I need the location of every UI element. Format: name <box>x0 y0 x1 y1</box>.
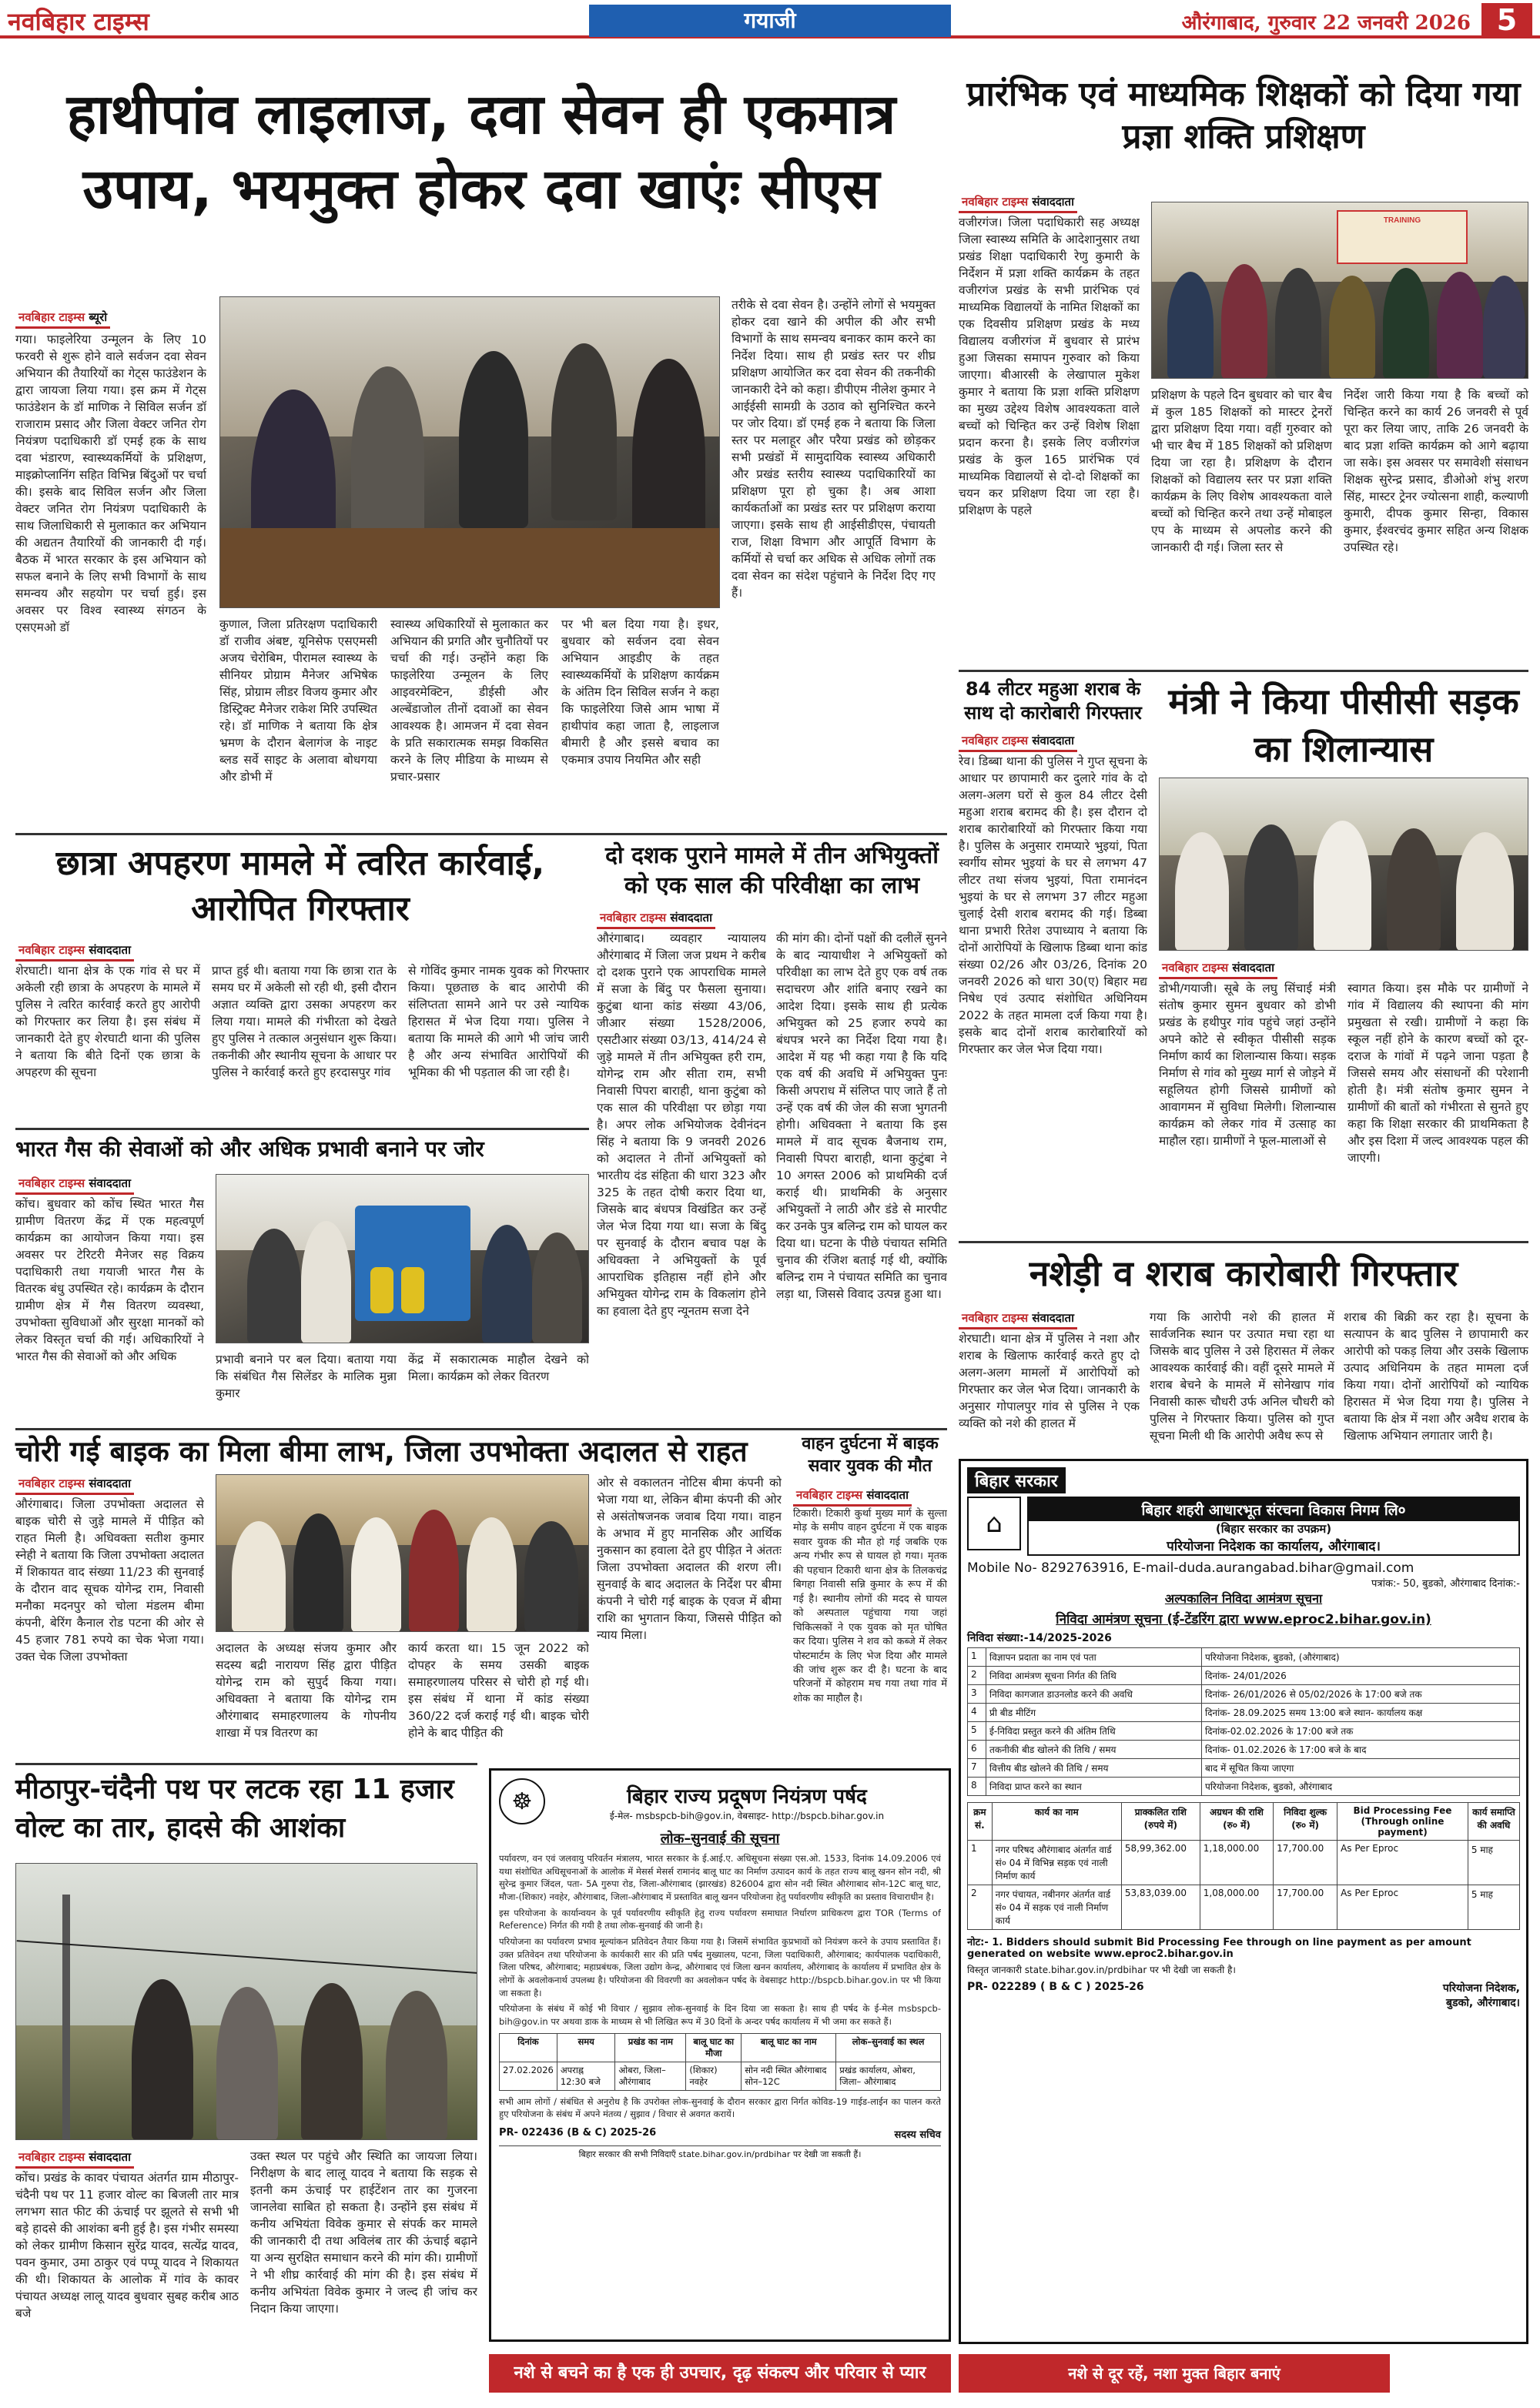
tender-schedule-cell: 2 <box>968 1667 986 1685</box>
drugs-col-1: शेरघाटी। थाना क्षेत्र में पुलिस ने नशा और शराब के खिलाफ कार्रवाई करते हुए दो अलग-अलग मामलों में आरोपियों को गिरफ्तार कर जेल भेज दिया। जानकारी के अनुसार गोपालपुर गांव से पुलिस ने एक व्यक्ति को नशे की हालत में <box>959 1332 1140 1430</box>
bspcb-signature: सदस्य सचिव <box>894 2129 941 2142</box>
tender-eproc: निविदा आमंत्रण सूचना (ई-टेंडरिंग द्वारा www.eproc2.bihar.gov.in) <box>1056 1612 1431 1627</box>
tender-schedule-cell: ई-निविदा प्रस्तुत करने की अंतिम तिथि <box>986 1722 1202 1741</box>
prajna-photo: TRAINING <box>1151 202 1528 379</box>
tender-short-notice: अल्पकालिन निविदा आमंत्रण सूचना <box>1164 1591 1323 1606</box>
bspcb-footer-note: बिहार सरकार की सभी निविदाएँ state.bihar.gov.in/prdbihar पर देखी जा सकती हैं। <box>499 2145 941 2160</box>
lead-col-1: गया। फाइलेरिया उन्मूलन के लिए 10 फरवरी से शुरू होने वाले सर्वजन दवा सेवन अभियान की तैयारियों का गेट्स फाउंडेशन के द्वारा जायजा लिया गया। इस क्रम में गेट्स फाउंडेशन के डॉ माणिक ने सिविल सर्जन डॉ राजाराम प्रसाद और जिला वेक्टर जनित रोग नियंत्रण पदाधिकारी डॉ एमई हक के साथ दवा भंडारण, स्वास्थ्यकर्मियों के प्रशिक्षण, माइक्रोप्लानिंग सहित विभिन्न बिंदुओं पर चर्चा की। इसके बाद सिविल सर्जन और जिला वेक्टर जनित रोग नियंत्रण पदाधिकारी के साथ जिलाधिकारी से मुलाकात कर अभियान की अद्यतन तैयारियों की जानकारी दी गई। बैठक में भारत सरकार के इस अभियान को सफल बनाने के लिए सभी विभागों के साथ समन्वय और सहयोग पर चर्चा हुई। इस अवसर पर विश्व स्वास्थ्य संगठन के एसएमओ डॉ <box>15 333 206 634</box>
lead-byline: नवबिहार टाइम्स ब्यूरो <box>15 308 192 332</box>
drugs-col-3: शराब की बिक्री कर रहा है। सूचना के सत्यापन के बाद पुलिस ने छापामारी कर आरोपी को पकड़ लिया और उसके खिलाफ उत्पाद अधिनियम के तहत मामला दर्ज किया गया। दोनों आरोपियों को न्यायिक हिरासत में भेज दिया गया है। पुलिस ने बताया कि क्षेत्र में नशा और अवैध शराब के खिलाफ अभियान लगातार जारी है। <box>1344 1310 1528 1443</box>
tender-works-cell: 1 <box>968 1841 993 1885</box>
tender-schedule-cell: परियोजना निदेशक, बुडको, (औरंगाबाद) <box>1202 1648 1520 1667</box>
tender-works-header: Bid Processing Fee (Through online payment) <box>1337 1803 1468 1841</box>
tender-works-header: निविदा शुल्क (रु० में) <box>1274 1803 1337 1841</box>
tender-works-cell: 17,700.00 <box>1274 1841 1337 1885</box>
wire-col-2: उक्त स्थल पर पहुंचे और स्थिति का जायजा लिया। निरीक्षण के बाद लालू यादव ने बताया कि सड़क से इतनी कम ऊंचाई पर हाईटेंशन तार का गुजरना जानलेवा साबित हो सकता है। उन्होंने इस संबंध में कनीय अभियंता विवेक कुमार से संपर्क कर मामले की जानकारी दी तथा अविलंब तार की ऊंचाई बढ़ाने या अन्य सुरक्षित समाधान करने की मांग की। ग्रामीणों ने भी शीघ्र कार्रवाई की मांग की है। इस संबंध में कनीय अभियंता विवेक कुमार ने जल्द ही जांच कर निदान किया जाएगा। <box>250 2149 477 2316</box>
tender-schedule-cell: दिनांक-02.02.2026 के 17:00 बजे तक <box>1202 1722 1520 1741</box>
tender-works-cell: As Per Eproc <box>1337 1885 1468 1930</box>
acquit-byline: नवबिहार टाइम्स संवाददाता <box>597 908 715 932</box>
student-headline: छात्रा अपहरण मामले में त्वरित कार्रवाई, आरोपित गिरफ्तार <box>55 844 545 929</box>
acquit-headline: दो दशक पुराने मामले में तीन अभियुक्तों को एक साल की परिवीक्षा का लाभ <box>604 842 939 899</box>
divider <box>15 833 947 835</box>
tender-signature: परियोजना निदेशक, <box>1442 1982 1520 1995</box>
gas-photo <box>216 1174 589 1343</box>
liquor-headline: 84 लीटर महुआ शराब के साथ दो कारोबारी गिरफ्तार <box>964 678 1142 724</box>
footer-slogan-right: नशे से दूर रहें, नशा मुक्त बिहार बनाएं <box>959 2354 1390 2393</box>
tender-gov: बिहार सरकार <box>967 1467 1066 1493</box>
liquor-col-1: रेव। डिब्बा थाना की पुलिस ने गुप्त सूचना के आधार पर छापामारी कर दुलारे गांव के दो अलग-अलग घरों से कुल 84 लीटर देसी महुआ शराब बरामद की है। इस दौरान दो शराब कारोबारियों को गिरफ्तार किया गया है। पुलिस के अनुसार रामप्यारे भुइयां, पिता स्वर्गीय सोमर भुइयां के घर से लगभग 47 लीटर तथा संजय भुइयां, पिता रामानंदन भुइयां के घर से लगभग 37 लीटर महुआ चुलाई देसी शराब बरामद की गई। डिब्बा थाना प्रभारी रितेश उपाध्याय ने बताया कि दोनों आरोपियों के खिलाफ डिब्बा थाना कांड संख्या 02/26 और 03/26, दिनांक 20 जनवरी 2026 को धारा 30(ए) बिहार मद्य निषेध एवं उत्पाद संशोधित अधिनियम 2022 के तहत मामला दर्ज किया गया है। इसके बाद दोनों शराब कारोबारियों को गिरफ्तार कर जेल भेज दिया गया। <box>959 754 1147 1056</box>
wire-photo <box>15 1863 477 2140</box>
tender-schedule-row <box>968 1685 1520 1704</box>
minister-photo <box>1159 778 1528 951</box>
gas-col-2: प्रभावी बनाने पर बल दिया। बताया गया कि संबंधित गैस सिलेंडर के मालिक मुन्ना कुमार <box>216 1353 397 1400</box>
tender-schedule-cell: दिनांक- 01.02.2026 के 17:00 बजे के बाद <box>1202 1741 1520 1759</box>
acquit-col-1: औरंगाबाद। व्यवहार न्यायालय औरंगाबाद में जिला जज प्रथम ने करीब दो दशक पुराने एक आपराधिक मामले में सजा के बिंदु पर फैसला सुनाया। कुटुंबा थाना कांड संख्या 43/06, जीआर संख्या 1528/2006, एसटीआर संख्या 03/13, 414/24 से जुड़े मामले में तीन अभियुक्त हरी राम, योगेन्द्र राम और सीता राम, सभी निवासी पिपरा बाराही, थाना कुटुंबा को एक साल की परिवीक्षा पर छोड़ा गया है। अपर लोक अभियोजक देवीनंदन सिंह ने बताया कि 9 जनवरी 2026 को अदालत ने तीनों अभियुक्तों को भारतीय दंड संहिता की धारा 323 और 325 के तहत दोषी करार दिया था, जिसके बाद बंधपत्र विखंडित कर उन्हें जेल भेज दिया गया था। सजा के बिंदु पर सुनवाई के दौरान बचाव पक्ष के अधिवक्ता ने अभियुक्तों के पूर्व आपराधिक इतिहास नहीं होने और अभियुक्त योगेन्द्र राम के विकलांग होने का हवाला देते हुए न्यूनतम सजा देने <box>597 931 766 1318</box>
bike-byline: नवबिहार टाइम्स संवाददाता <box>15 1474 134 1498</box>
minister-col-1: डोभी/गयाजी। सूबे के लघु सिंचाई मंत्री संतोष कुमार सुमन बुधवार को डोभी प्रखंड के हथीपुर गांव पहुंचे जहां उन्होंने अपने कोटे से स्वीकृत पीसीसी सड़क निर्माण कार्य का शिलान्यास किया। सड़क निर्माण से गांव को मुख्य मार्ग से जोड़ने में सहूलियत होगी जिससे ग्रामीणों को आवागमन में सुविधा मिलेगी। शिलान्यास कार्यक्रम को लेकर गांव में उत्साह का माहौल रहा। ग्रामीणों ने फूल-मालाओं से <box>1159 982 1336 1148</box>
bspcb-subtitle: लोक–सुनवाई की सूचना <box>660 1831 780 1847</box>
gas-byline: नवबिहार टाइम्स संवाददाता <box>15 1174 134 1198</box>
bspcb-email: ई-मेल- msbspcb-bih@gov.in, वेबसाइट- http://bspcb.bihar.gov.in <box>609 1810 885 1821</box>
bike-col-3: कार्य करता था। 15 जून 2022 को दोपहर के समय उसकी बाइक समाहरणालय परिसर से चोरी हो गई थी। इस संबंध में थाना में कांड संख्या 360/22 दर्ज कराई गई थी। बाइक चोरी होने के बाद पीड़ित की <box>408 1641 589 1740</box>
tender-schedule-cell: 3 <box>968 1685 986 1704</box>
tender-works-cell: 17,700.00 <box>1274 1885 1337 1930</box>
bspcb-para1: पर्यावरण, वन एवं जलवायु परिवर्तन मंत्रालय, भारत सरकार के ई.आई.ए. अधिसूचना संख्या एस.ओ. 1533, दिनांक 14.09.2006 एवं यथा संशोधित अधिसूचनाओं के आलोक में मेसर्स मेसर्स रामानंद बालू घाट का निर्माण उत्पादन कार्य के तहत राज्य बालू खनन सोन नदी, श्री सुरेन्द्र कुमार जिंदल, पता- 5A गुरुपा रोड, जिला-औरंगाबाद (झारखंड) 826004 द्वारा सोन नदी स्थित औरंगाबाद सोन-12C बालू घाट, मौजा-(शिकार) नवहेर, औरंगाबाद, जिला-औरंगाबाद में प्रस्तावित बालू खनन परियोजना हेतु पर्यावरणीय स्वीकृति का प्रस्ताव विचाराधीन है। <box>499 1853 941 1903</box>
tender-contact: Mobile No- 8292763916, E-mail-duda.aurangabad.bihar@gmail.com <box>967 1560 1414 1576</box>
tender-schedule-cell: निविदा प्राप्त करने का स्थान <box>986 1778 1202 1796</box>
section-label: गयाजी <box>589 5 951 37</box>
tender-works-cell: 58,99,362.00 <box>1121 1841 1200 1885</box>
lead-col-2: कुणाल, जिला प्रतिरक्षण पदाधिकारी डॉ राजीव अंबष्ट, यूनिसेफ एसएमसी अजय चेरोबिम, पीरामल स्वास्थ्य के सीनियर प्रोग्राम मैनेजर अभिषेक सिंह, प्रोग्राम लीडर विजय कुमार और डिस्ट्रिक्ट मैनेजर राकेश मिरि उपस्थित रहे। डॉ माणिक ने बताया कि क्षेत्र भ्रमण के दौरान बेलागंज के नाइट ब्लड सर्वे साइट के अलावा बोधगया और डोभी में <box>219 617 377 784</box>
tender-note: नोट:- 1. Bidders should submit Bid Processing Fee through on line payment as per amount generated on website www.eproc2.bihar.gov.in <box>967 1937 1471 1960</box>
liquor-byline: नवबिहार टाइम्स संवाददाता <box>959 731 1077 755</box>
page-number: 5 <box>1481 3 1532 37</box>
prajna-col-3: निर्देश जारी किया गया है कि बच्चों को चिन्हित करने का कार्य 26 जनवरी से पूर्व पूरा कर लिया जाए, ताकि 26 जनवरी के बाद प्रज्ञा शक्ति कार्यक्रम को आगे बढ़ाया जा सके। इस अवसर पर समावेशी संसाधन शिक्षक सुरेन्द्र प्रसाद, डीओओ शंभु शरण सिंह, मास्टर ट्रेनर ज्योत्सना शाही, कल्याणी कुमारी, दीपक कुमार सिन्हा, विकास कुमार, ईश्वरचंद कुमार सहित अन्य शिक्षक उपस्थित रहे। <box>1344 388 1528 554</box>
tender-schedule-cell: 7 <box>968 1759 986 1778</box>
accident-headline: वाहन दुर्घटना में बाइक सवार युवक की मौत <box>802 1434 939 1476</box>
footer-slogan-left: नशे से बचने का है एक ही उपचार, दृढ़ संकल्प और परिवार से प्यार <box>489 2354 951 2393</box>
student-byline: नवबिहार टाइम्स संवाददाता <box>15 941 134 965</box>
tender-org: बिहार शहरी आधारभूत संरचना विकास निगम लि० <box>1029 1498 1518 1521</box>
bike-photo <box>216 1474 589 1632</box>
tender-notice-no: निविदा संख्या:-14/2025-2026 <box>967 1632 1112 1644</box>
minister-byline: नवबिहार टाइम्स संवाददाता <box>1159 958 1277 982</box>
drugs-byline: नवबिहार टाइम्स संवाददाता <box>959 1309 1077 1333</box>
accident-byline: नवबिहार टाइम्स संवाददाता <box>793 1486 912 1510</box>
divider <box>959 1241 1528 1243</box>
tender-schedule-cell: तकनीकी बीड खोलने की तिथि / समय <box>986 1741 1202 1759</box>
tender-schedule-row <box>968 1778 1520 1796</box>
tender-letter: पत्रांक:- 50, बुडको, औरंगाबाद दिनांक:- <box>1371 1578 1520 1590</box>
lead-col-4: पर भी बल दिया गया है। इधर, बुधवार को सर्वजन दवा सेवन अभियान आइडीए के तहत स्वास्थ्यकर्मियों के प्रशिक्षण कार्यक्रम के अंतिम दिन सिविल सर्जन ने कहा कि फाइलेरिया जिसे आम भाषा में हाथीपांव कहा जाता है, लाइलाज बीमारी है और इससे बचाव का एकमात्र उपाय नियमित और सही <box>561 617 719 767</box>
tender-works-header: प्राक्कलित राशि (रुपये में) <box>1121 1803 1200 1841</box>
bspcb-para4: परियोजना के संबंध में कोई भी विचार / सुझाव लोक-सुनवाई के दिन दिया जा सकता है। साथ ही पर्षद के ई-मेल msbspcb-bih@gov.in पर अथवा डाक के माध्यम से भी लिखित रूप में 30 दिनों के अन्दर पर्षद कार्यालय में भी जमा कर सकते हैं। <box>499 2003 941 2028</box>
bike-col-1: औरंगाबाद। जिला उपभोक्ता अदालत से बाइक चोरी से जुड़े मामले में पीड़ित को राहत मिली है। अधिवक्ता सतीश कुमार स्नेही ने बताया कि जिला उपभोक्ता अदालत में शिकायत वाद संख्या 11/23 की सुनवाई के दौरान वाद सूचक योगेन्द्र राम, निवासी मनौका मदनपुर को चोला मंडलम बीमा कंपनी, बेरिंग कैनाल रोड पटना की ओर से 45 हजार 781 रुपये का चेक भेजा गया। उक्त चेक जिला उपभोक्ता <box>15 1497 204 1664</box>
tender-schedule-row <box>968 1741 1520 1759</box>
masthead <box>0 0 1540 38</box>
minister-headline: मंत्री ने किया पीसीसी सड़क का शिलान्यास <box>1168 681 1519 771</box>
tender-works-cell: As Per Eproc <box>1337 1841 1468 1885</box>
tender-signature-2: बुडको, औरंगाबाद। <box>1446 1997 1520 2009</box>
drugs-headline: नशेड़ी व शराब कारोबारी गिरफ्तार <box>1029 1252 1458 1294</box>
prajna-byline: नवबिहार टाइम्स संवाददाता <box>959 192 1077 216</box>
tender-schedule-cell: 6 <box>968 1741 986 1759</box>
bspcb-para2: इस परियोजना के कार्यान्वयन के पूर्व पर्यावरणीय स्वीकृति हेतु राज्य पर्यावरण समाघात निर्धारण प्राधिकरण द्वारा TOR (Terms of Reference) निर्गत की गयी है तथा लोक-सुनवाई की जानी है। <box>499 1907 941 1931</box>
divider <box>15 1763 477 1765</box>
tender-schedule-table <box>967 1647 1520 1796</box>
bike-col-2: अदालत के अध्यक्ष संजय कुमार और सदस्य बद्री नारायण सिंह द्वारा पीड़ित योगेन्द्र राम को सुपुर्द किया गया। अधिवक्ता ने बताया कि योगेन्द्र राम औरंगाबाद समाहरणालय के गोपनीय शाखा में पत्र वितरण का <box>216 1641 397 1740</box>
accident-col-1: टिकारी। टिकारी कुर्था मुख्य मार्ग के सुल्ता मोड़ के समीप वाहन दुर्घटना में एक बाइक सवार युवक की मौत हो गई जबकि एक अन्य गंभीर रूप से घायल हो गया। मृतक की पहचान टिकारी थाना क्षेत्र के तिलकचंद्र बिगहा निवासी सन्नि कुमार के रूप में की गई है। स्थानीय लोगों की मदद से घायल को अस्पताल पहुंचाया गया जहां चिकित्सकों ने एक युवक को मृत घोषित कर दिया। पुलिस ने शव को कब्जे में लेकर पोस्टमार्टम के लिए भेज दिया और मामले की जांच शुरू कर दी है। घटना के बाद परिजनों में कोहराम मच गया तथा गांव में शोक का माहौल है। <box>793 1508 947 1704</box>
bihar-emblem-icon: ☸ <box>499 1778 545 1824</box>
budco-logo-icon: ⌂ <box>967 1497 1021 1550</box>
wire-headline: मीठापुर-चंदैनी पथ पर लटक रहा 11 हजार वोल्ट का तार, हादसे की आशंका <box>15 1774 454 1844</box>
tender-works-cell: 1,08,000.00 <box>1200 1885 1273 1930</box>
tender-schedule-cell: 5 <box>968 1722 986 1741</box>
prajna-headline: प्रारंभिक एवं माध्यमिक शिक्षकों को दिया गया प्रज्ञा शक्ति प्रशिक्षण <box>966 75 1521 156</box>
minister-col-2: स्वागत किया। इस मौके पर ग्रामीणों ने गांव में विद्यालय की स्थापना की मांग प्रमुखता से रखी। ग्रामीणों ने कहा कि स्कूल नहीं होने के कारण बच्चों को दूर-दराज के गांवों में पढ़ने जाना पड़ता है जिससे समय और संसाधनों की परेशानी होती है। मंत्री संतोष कुमार सुमन ने ग्रामीणों की बातों को गंभीरता से सुनते हुए कहा कि शिक्षा सरकार की प्राथमिकता है और इस दिशा में जल्द आवश्यक पहल की जाएगी। <box>1348 982 1528 1165</box>
divider <box>959 670 1528 672</box>
bike-col-4: ओर से वकालतन नोटिस बीमा कंपनी को भेजा गया था, लेकिन बीमा कंपनी की ओर से असंतोषजनक जवाब दिया गया। वाहन के अभाव में हुए मानसिक और आर्थिक नुकसान का हवाला देते हुए पीड़ित ने अंततः जिला उपभोक्ता अदालत की शरण ली। सुनवाई के बाद अदालत के निर्देश पर बीमा कंपनी ने चोरी गई बाइक के एवज में बीमा राशि का भुगतान किया, जिससे पीड़ित को न्याय मिला। <box>597 1476 782 1642</box>
gas-col-1: कोंच। बुधवार को कोंच स्थित भारत गैस ग्रामीण वितरण केंद्र में एक महत्वपूर्ण कार्यक्रम का आयोजन किया गया। इस अवसर पर टेरिटरी मैनेजर सह विक्रय पदाधिकारी तथा गयाजी भारत गैस के वितरक बंधु उपस्थित रहे। कार्यक्रम के दौरान ग्रामीण क्षेत्र में गैस वितरण व्यवस्था, उपभोक्ता सुविधाओं और सुरक्षा मानकों को लेकर विस्तृत चर्चा की गई। अधिकारियों ने भारत गैस की सेवाओं को और अधिक <box>15 1197 204 1363</box>
tender-schedule-row <box>968 1648 1520 1667</box>
wire-byline: नवबिहार टाइम्स संवाददाता <box>15 2148 134 2172</box>
prajna-col-1: वजीरगंज। जिला पदाधिकारी सह अध्यक्ष जिला स्वास्थ्य समिति के आदेशानुसार तथा प्रखंड शिक्षा पदाधिकारी रेणु कुमारी के निर्देशन में प्रज्ञा शक्ति कार्यक्रम के तहत वजीरगंज प्रखंड के सभी प्रारंभिक एवं माध्यमिक विद्यालयों के नामित शिक्षकों का एक दिवसीय प्रशिक्षण प्रखंड के मध्य विद्यालय वजीरगंज में बुधवार से प्रारंभ हुआ जिसका समापन गुरुवार को किया जाएगा। बीआरसी के लेखापाल मुकेश कुमार ने बताया कि प्रज्ञा शक्ति प्रशिक्षण का मुख्य उद्देश्य विशेष आवश्यकता वाले बच्चों को चिन्हित कर उन्हें विशेष शिक्षा प्रदान करना है। इसके लिए वजीरगंज प्रखंड के कुल 165 प्रारंभिक एवं माध्यमिक विद्यालयों से दो-दो शिक्षकों का चयन कर प्रशिक्षण दिया जा रहा है। प्रशिक्षण के पहले <box>959 216 1140 517</box>
tender-schedule-cell: परियोजना निदेशक, बुडको, औरंगाबाद <box>1202 1778 1520 1796</box>
divider <box>15 1128 589 1130</box>
tender-schedule-cell: 4 <box>968 1704 986 1722</box>
tender-works-table <box>967 1802 1520 1930</box>
tender-schedule-cell: निविदा कागजात डाउनलोड करने की अवधि <box>986 1685 1202 1704</box>
prajna-col-2: प्रशिक्षण के पहले दिन बुधवार को चार बैच में कुल 185 शिक्षकों को मास्टर ट्रेनरों द्वारा प्रशिक्षण दिया गया। वहीं गुरुवार को भी चार बैच में 185 शिक्षकों को प्रशिक्षण दिया जा रहा है। प्रशिक्षण के दौरान शिक्षकों को विद्यालय स्तर पर प्रज्ञा शक्ति कार्यक्रम के लिए विशेष आवश्यकता वाले बच्चों को चिन्हित करने तथा उन्हें मोबाइल एप के माध्यम से अपलोड करने की जानकारी दी गई। जिला स्तर से <box>1151 388 1332 554</box>
tender-office: परियोजना निदेशक का कार्यालय, औरंगाबाद। <box>1167 1539 1381 1554</box>
hearing-table: दिनांक समय प्रखंड का नाम बालू घाट का मौजा बालू घाट का नाम लोक–सुनवाई का स्थल 27.02.2026 अपराह्न 12:30 बजे ओबरा, जिला– औरंगाबाद (शिकार) नवहेर सोन नदी स्थित औरंगाबाद सोन–12C प्रखंड कार्यालय, ओबरा, जिला– औरंगाबाद <box>499 2033 941 2091</box>
tender-works-header: कार्य का नाम <box>992 1803 1121 1841</box>
divider <box>15 1428 947 1430</box>
student-col-1: शेरघाटी। थाना क्षेत्र के एक गांव से घर में अकेली रही छात्रा के अपहरण के मामले में पुलिस ने त्वरित कार्रवाई करते हुए आरोपी को गिरफ्तार कर लिया है। इस संबंध में जानकारी देते हुए शेरघाटी थाना की पुलिस ने बताया कि बीते दिनों एक छात्रा के अपहरण की सूचना <box>15 964 200 1079</box>
tender-notice <box>959 1459 1528 2344</box>
tender-schedule-cell: दिनांक- 24/01/2026 <box>1202 1667 1520 1685</box>
paper-name: नवबिहार टाइम्स <box>8 7 149 36</box>
tender-schedule-cell: वित्तीय बीड खोलने की तिथि / समय <box>986 1759 1202 1778</box>
bike-headline: चोरी गई बाइक का मिला बीमा लाभ, जिला उपभोक्ता अदालत से राहत <box>15 1435 748 1468</box>
bspcb-para5: सभी आम लोगों / संबंधित से अनुरोध है कि उपरोक्त लोक-सुनवाई के दौरान सरकार द्वारा निर्गत कोविड-19 गाईड-लाईन का पालन करते हुए परियोजना के संबंध में अपने मंतव्य / सुझाव / विचार से अवगत करायें। <box>499 2095 941 2120</box>
tender-works-header: क्रम सं. <box>968 1803 993 1841</box>
bspcb-para3: परियोजना का पर्यावरण प्रभाव मूल्यांकन प्रतिवेदन तैयार किया गया है। जिसमें संभावित कुप्रभावों को नियंत्रण करने के उपाय प्रस्तावित हैं। उक्त प्रतिवेदन तथा परियोजना के कार्यकारी सार की प्रति पर्षद मुख्यालय, पटना, जिला पदाधिकारी, औरंगाबाद; कार्यपालक पदाधिकारी, जिला परिषद, औरंगाबाद; महाप्रबंधक, जिला उद्योग केन्द्र, औरंगाबाद एवं जिला खनन कार्यालय, औरंगाबाद के कार्यालय में प्रभावित क्षेत्र के लोगों के अवलोकनार्थ उपलब्ध है। परियोजना की विवरणी का अवलोकन पर्षद के वेबसाइट http://bspcb.bihar.gov.in पर भी किया जा सकता है। <box>499 1936 941 1998</box>
lead-headline: हाथीपांव लाइलाज, दवा सेवन ही एकमात्र उपाय, भयमुक्त होकर दवा खाएंः सीएस <box>66 82 896 222</box>
student-col-3: से गोविंद कुमार नामक युवक को गिरफ्तार किया। पूछताछ के बाद आरोपी की संलिप्तता सामने आने पर उसे न्यायिक हिरासत में भेज दिया गया। पुलिस ने बताया कि मामले की आगे भी जांच जारी है और अन्य संभावित आरोपियों की भूमिका की भी पड़ताल की जा रही है। <box>408 964 589 1079</box>
tender-schedule-row <box>968 1704 1520 1722</box>
tender-works-row <box>968 1841 1520 1885</box>
bspcb-pr: PR- 022436 (B & C) 2025-26 <box>499 2127 657 2139</box>
tender-works-header: कार्य समाप्ति की अवधि <box>1468 1803 1519 1841</box>
tender-schedule-row <box>968 1759 1520 1778</box>
tender-schedule-row <box>968 1722 1520 1741</box>
acquit-col-2: की मांग की। दोनों पक्षों की दलीलें सुनने के बाद न्यायाधीश ने अभियुक्तों को परिवीक्षा का लाभ देते हुए एक वर्ष तक सदाचरण और शांति बनाए रखने का आदेश दिया। इसके साथ ही प्रत्येक अभियुक्त को 25 हजार रुपये का बंधपत्र भरने का निर्देश दिया गया है। आदेश में यह भी कहा गया है कि यदि एक वर्ष की अवधि में अभियुक्त पुनः किसी अपराध में संलिप्त पाए जाते हैं तो उन्हें एक वर्ष की जेल की सजा भुगतनी होगी। अधिवक्ता ने बताया कि इस मामले में वाद सूचक बैजनाथ राम, निवासी पिपरा बाराही, थाना कुटुंबा ने 10 अगस्त 2006 को प्राथमिकी दर्ज कराई थी। प्राथमिकी के अनुसार अभियुक्तों ने लाठी और डंडे से मारपीट कर उनके पुत्र बलिन्द्र राम को घायल कर दिया था। घटना के पीछे पंचायत समिति चुनाव की रंजिश बताई गई थी, क्योंकि बलिन्द्र राम ने पंचायत समिति का चुनाव लड़ा था, जिससे विवाद उत्पन्न हुआ था। <box>776 931 947 1301</box>
tender-schedule-cell: 8 <box>968 1778 986 1796</box>
lead-col-3: स्वास्थ्य अधिकारियों से मुलाकात कर अभियान की प्रगति और चुनौतियों पर चर्चा की गई। उन्होंने कहा कि फाइलेरिया उन्मूलन के लिए आइवरमेक्टिन, डीईसी और अल्बेंडाजोल तीनों दवाओं का सेवन आवश्यक है। आमजन में दवा सेवन के प्रति सकारात्मक समझ विकसित करने के लिए मीडिया के माध्यम से प्रचार-प्रसार <box>390 617 548 784</box>
tender-works-cell: 2 <box>968 1885 993 1930</box>
bspcb-title: बिहार राज्य प्रदूषण नियंत्रण पर्षद <box>627 1784 867 1808</box>
tender-schedule-cell: प्री बीड मीटिंग <box>986 1704 1202 1722</box>
tender-works-cell: 5 माह <box>1468 1841 1519 1885</box>
tender-works-cell: नगर पंचायत, नबीनगर अंतर्गत वार्ड सं० 04 में सड़क एवं नाली निर्माण कार्य <box>992 1885 1121 1930</box>
wire-col-1: कोंच। प्रखंड के कावर पंचायत अंतर्गत ग्राम मीठापुर-चंदैनी पथ पर 11 हजार वोल्ट का बिजली तार मात्र लगभग सात फीट की ऊंचाई पर झूलते से सभी भी बड़े हादसे की आशंका बनी हुई है। इस गंभीर समस्या को लेकर ग्रामीण किसान सुरेंद्र यादव, सत्येंद्र यादव, पवन कुमार, उमा ठाकुर एवं पप्पू यादव ने शिकायत की थी। शिकायत के आलोक में गांव के कावर पंचायत अध्यक्ष लालू यादव बुधवार सुबह करीब आठ बजे <box>15 2171 239 2320</box>
tender-works-cell: 1,18,000.00 <box>1200 1841 1273 1885</box>
tender-works-cell: नगर परिषद औरंगाबाद अंतर्गत वार्ड सं० 04 में विभिन्न सड़क एवं नाली निर्माण कार्य <box>992 1841 1121 1885</box>
tender-footer-note: विस्तृत जानकारी state.bihar.gov.in/prdbihar पर भी देखी जा सकती है। <box>967 1965 1236 1975</box>
gas-headline: भारत गैस की सेवाओं को और अधिक प्रभावी बनाने पर जोर <box>15 1136 484 1162</box>
tender-works-cell: 5 माह <box>1468 1885 1519 1930</box>
drugs-col-2: गया कि आरोपी नशे की हालत में सार्वजनिक स्थान पर उत्पात मचा रहा था जिसके बाद पुलिस ने उसे हिरासत में लेकर आवश्यक कार्रवाई की। वहीं दूसरे मामले में शराब बेचने के मामले में सोनेखाप गांव निवासी कारू चौधरी उर्फ अनिल चौधरी को पुलिस ने गिरफ्तार किया। पुलिस को गुप्त सूचना मिली थी कि आरोपी अवैध रूप से <box>1150 1310 1334 1443</box>
tender-schedule-cell: निविदा आमंत्रण सूचना निर्गत की तिथि <box>986 1667 1202 1685</box>
bspcb-notice <box>489 1768 951 2342</box>
issue-date: औरंगाबाद, गुरुवार 22 जनवरी 2026 <box>1181 12 1471 35</box>
tender-schedule-row <box>968 1667 1520 1685</box>
gas-col-3: केंद्र में सकारात्मक माहौल देखने को मिला। कार्यक्रम को लेकर वितरण <box>408 1353 589 1383</box>
lead-col-5: तरीके से दवा सेवन है। उन्होंने लोगों से भयमुक्त होकर दवा खाने की अपील की और सभी विभागों के साथ समन्वय बनाकर काम करने का निर्देश दिया। साथ ही प्रखंड स्तर पर शीघ्र प्रशिक्षण आयोजित कर दवा सेवन की तकनीकी जानकारी देने को कहा। डीपीएम नीलेश कुमार ने आईईसी सामग्री के उठाव को सुनिश्चित करने पर जोर दिया। डॉ एमई हक ने बताया कि जिला स्तर पर मलाहूर और परैया प्रखंड को छोड़कर सभी प्रखंडों में सामुदायिक स्वास्थ्य अधिकारी और प्रखंड स्तरीय स्वास्थ्य पदाधिकारियों का प्रशिक्षण पूरा हो चुका है। अब आशा कार्यकर्ताओं का प्रखंड स्तर पर प्रशिक्षण कराया जाएगा। इसके साथ ही आईसीडीएस, पंचायती राज, शिक्षा विभाग और आपूर्ति विभाग के कर्मियों से चर्चा कर अधिक से अधिक लोगों तक दवा सेवन का संदेश पहुंचाने के निर्देश दिए गए हैं। <box>732 298 936 600</box>
tender-works-row <box>968 1885 1520 1930</box>
tender-schedule-cell: दिनांक- 26/01/2026 से 05/02/2026 के 17:00 बजे तक <box>1202 1685 1520 1704</box>
tender-pr: PR- 022289 ( B & C ) 2025-26 <box>967 1981 1144 1993</box>
tender-schedule-cell: 1 <box>968 1648 986 1667</box>
tender-schedule-cell: दिनांक- 28.09.2025 समय 13:00 बजे स्थान- कार्यालय कक्ष <box>1202 1704 1520 1722</box>
tender-org-sub: (बिहार सरकार का उपक्रम) <box>1215 1522 1332 1536</box>
tender-schedule-cell: विज्ञापन प्रदाता का नाम एवं पता <box>986 1648 1202 1667</box>
student-col-2: प्राप्त हुई थी। बताया गया कि छात्रा रात के समय घर में अकेली सो रही थी, इसी दौरान अज्ञात व्यक्ति द्वारा उसका अपहरण कर लिया गया। मामले की गंभीरता को देखते हुए पुलिस ने तत्काल अनुसंधान शुरू किया। तकनीकी और स्थानीय सूचना के आधार पर पुलिस ने कार्रवाई करते हुए हरदासपुर गांव <box>212 964 397 1079</box>
tender-works-header: अग्रधन की राशि (रु० में) <box>1200 1803 1273 1841</box>
lead-photo <box>219 296 720 608</box>
tender-schedule-cell: बाद में सूचित किया जाएगा <box>1202 1759 1520 1778</box>
tender-works-cell: 53,83,039.00 <box>1121 1885 1200 1930</box>
